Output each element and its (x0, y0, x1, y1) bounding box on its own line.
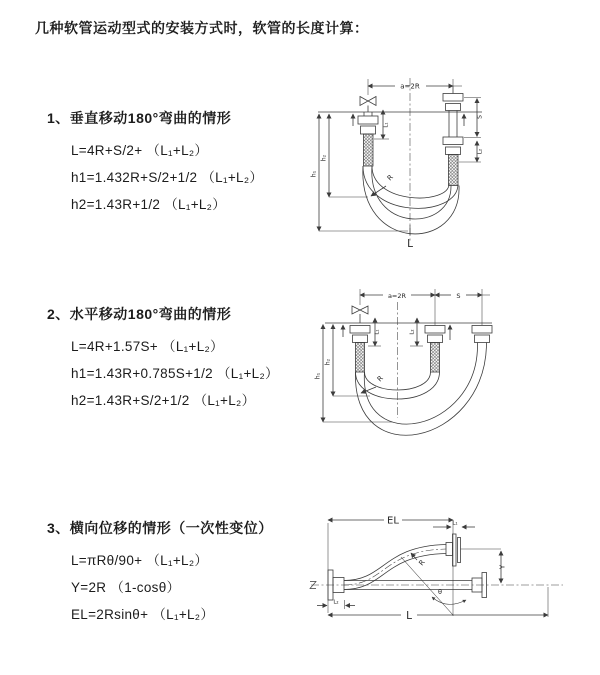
dim-label-l2: L₂ (333, 599, 339, 606)
dim-label-l1: L₁ (452, 520, 458, 527)
dim-label-h2: h₂ (324, 358, 332, 366)
formula-y: Y=2R （1-cosθ） (71, 580, 181, 595)
valve-icon (352, 306, 368, 323)
formula-h1: h1=1.43R+0.785S+1/2 （L₁+L₂） (71, 366, 279, 381)
section-vertical-movement (47, 108, 263, 218)
formula-length: L=4R+1.57S+ （L₁+L₂） (71, 339, 224, 354)
hose-braid-left (364, 134, 374, 166)
section-lateral-displacement (47, 518, 273, 628)
section-3-heading: 3、横向位移的情形（一次性变位） (47, 520, 273, 536)
dimension-s (435, 289, 490, 325)
diagram-horizontal-180-bend (310, 280, 600, 465)
dim-label-r: R (375, 374, 385, 384)
dim-label-a2r: a=2R (387, 291, 407, 300)
dim-label-el: EL (387, 515, 399, 527)
dim-label-theta: θ (438, 588, 442, 596)
formula-length: L=4R+S/2+ （L₁+L₂） (71, 143, 209, 158)
page-title: 几种软管运动型式的安装方式时，软管的长度计算： (35, 20, 369, 36)
dim-label-l1: L₁ (383, 122, 390, 128)
dim-label-a2r: a=2R (400, 82, 420, 91)
dim-label-l: L (407, 238, 413, 250)
right-pipe-flanges (443, 86, 463, 155)
dim-label-s: S (476, 115, 484, 119)
dim-label-s: S (456, 291, 461, 300)
hose-braid-right (449, 155, 459, 186)
dim-label-h1: h₁ (314, 372, 322, 380)
dim-label-l2: L₂ (409, 329, 416, 335)
hose-braid-middle (431, 343, 440, 373)
formula-length: L=πRθ/90+ （L₁+L₂） (71, 553, 209, 568)
dim-label-l1: L₁ (374, 329, 381, 335)
radius-leader-line (371, 186, 386, 196)
theta-arc (432, 597, 466, 604)
dim-label-l2: L₂ (477, 148, 484, 155)
hose-u-curves (363, 166, 459, 234)
dim-label-h1: h₁ (310, 170, 318, 178)
dim-label-h2: h₂ (320, 154, 328, 162)
formula-h2: h2=1.43R+1/2 （L₁+L₂） (71, 197, 227, 212)
formula-h1: h1=1.432R+S/2+1/2 （L₁+L₂） (71, 170, 264, 185)
diagram-vertical-180-bend (310, 70, 600, 265)
dim-label-r: R (385, 173, 395, 183)
hose-braid-left (356, 343, 365, 373)
middle-pipe-flange (425, 326, 445, 343)
section-horizontal-movement (47, 304, 279, 414)
dim-label-y: Y (498, 564, 507, 570)
formula-el: EL=2Rsinθ+ （L₁+L₂） (71, 607, 215, 622)
hose-s-curve (344, 545, 446, 590)
section-1-heading: 1、垂直移动180°弯曲的情形 (47, 110, 232, 126)
dim-label-r: R (417, 558, 427, 568)
left-pipe-flange (350, 326, 370, 343)
right-pipe-flange (472, 326, 492, 347)
radius-construction-line (401, 557, 453, 615)
diagram-lateral-displacement (305, 505, 600, 665)
left-pipe-flange (358, 112, 378, 134)
formula-h2: h2=1.43R+S/2+1/2 （L₁+L₂） (71, 393, 256, 408)
valve-icon (360, 97, 376, 113)
dimension-h2 (329, 114, 368, 197)
section-2-heading: 2、水平移动180°弯曲的情形 (47, 306, 232, 322)
dim-label-l: L (406, 609, 412, 622)
